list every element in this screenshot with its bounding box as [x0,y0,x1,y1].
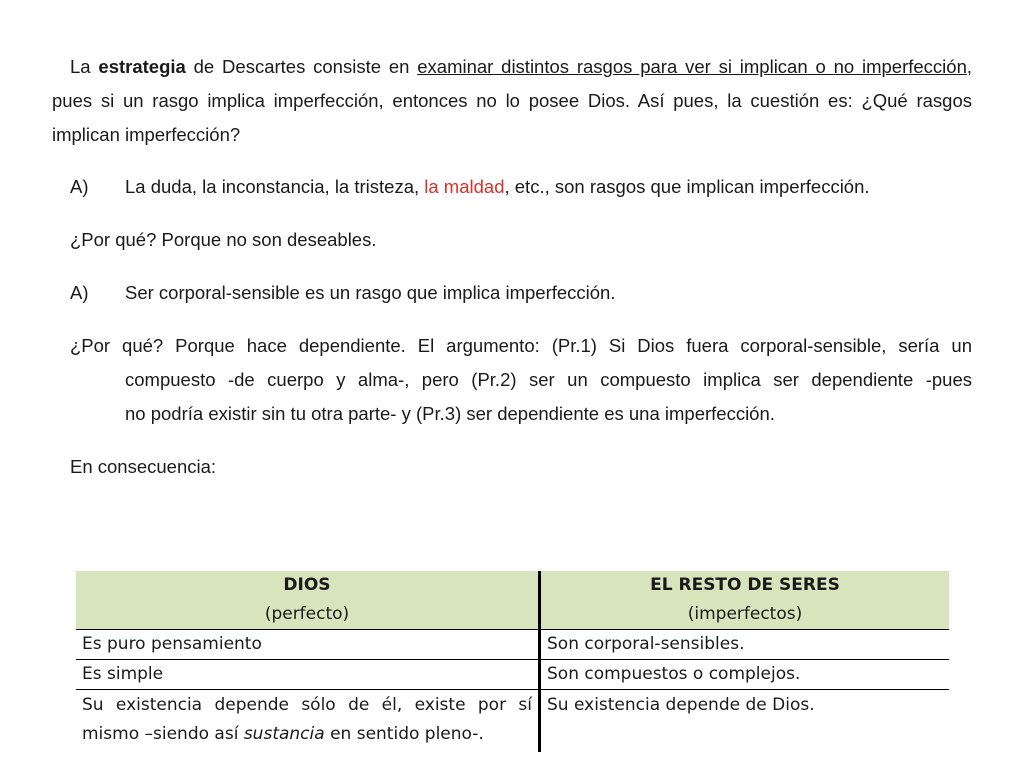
item-a1-part1: La duda, la inconstancia, la tristeza, [125,176,425,197]
header-resto-sub: (imperfectos) [687,604,803,624]
why-2-line-3: no podría existir sin tu otra parte- y (Pr.3) ser dependiente es una imperfección. [125,403,775,424]
item-a1-text [125,170,870,204]
header-dios-title: DIOS [283,575,331,595]
item-a1-label: A) [70,176,89,197]
cell-text-a: Su existencia depende sólo de él, existe por sí mismo –siendo así [82,695,532,744]
intro-underlined: examinar distintos rasgos para ver si implican o no imperfección [417,56,967,77]
intro-text-3: , pues si un rasgo implica imperfección, entonces no lo posee Dios. Así pues, la cuestión es: ¿Qué rasgos implican imperfección? [52,56,972,145]
item-a2-label: A) [70,282,89,303]
cell-text-italic: sustancia [243,724,325,744]
table-cell: Es puro pensamiento [76,630,540,660]
table-row [76,660,949,690]
cell-text-c: en sentido pleno-. [324,724,484,744]
header-dios-sub: (perfecto) [264,604,350,624]
item-a1-part3: , etc., son rasgos que implican imperfección. [504,176,870,197]
table-cell: Es simple [76,660,540,690]
intro-text-1: La [70,56,99,77]
conclusion: En consecuencia: [70,456,217,477]
intro-bold-strategy: estrategia [98,56,186,77]
header-resto [540,571,950,630]
why-2-line-2: compuesto -de cuerpo y alma-, pero (Pr.2) ser un compuesto implica ser dependiente -pues [125,369,972,390]
why-2-line-1: ¿Por qué? Porque hace dependiente. El argumento: (Pr.1) Si Dios fuera corporal-sensible, sería un [70,335,972,356]
table-cell: Son compuestos o complejos. [540,660,950,690]
header-dios [76,571,540,630]
table-cell: Son corporal-sensibles. [540,630,950,660]
table-row [76,630,949,660]
table-header-row [76,571,949,630]
table-cell [76,690,540,753]
table-cell: Su existencia depende de Dios. [540,690,950,753]
header-resto-title: EL RESTO DE SERES [650,575,840,595]
table-row [76,690,949,753]
item-a2-text: Ser corporal-sensible es un rasgo que implica imperfección. [125,282,616,303]
why-1: ¿Por qué? Porque no son deseables. [70,229,377,250]
comparison-table [76,571,949,752]
intro-paragraph [52,50,972,152]
item-a1-highlight: la maldad [424,176,505,197]
intro-text-2: de Descartes consiste en [185,56,418,77]
